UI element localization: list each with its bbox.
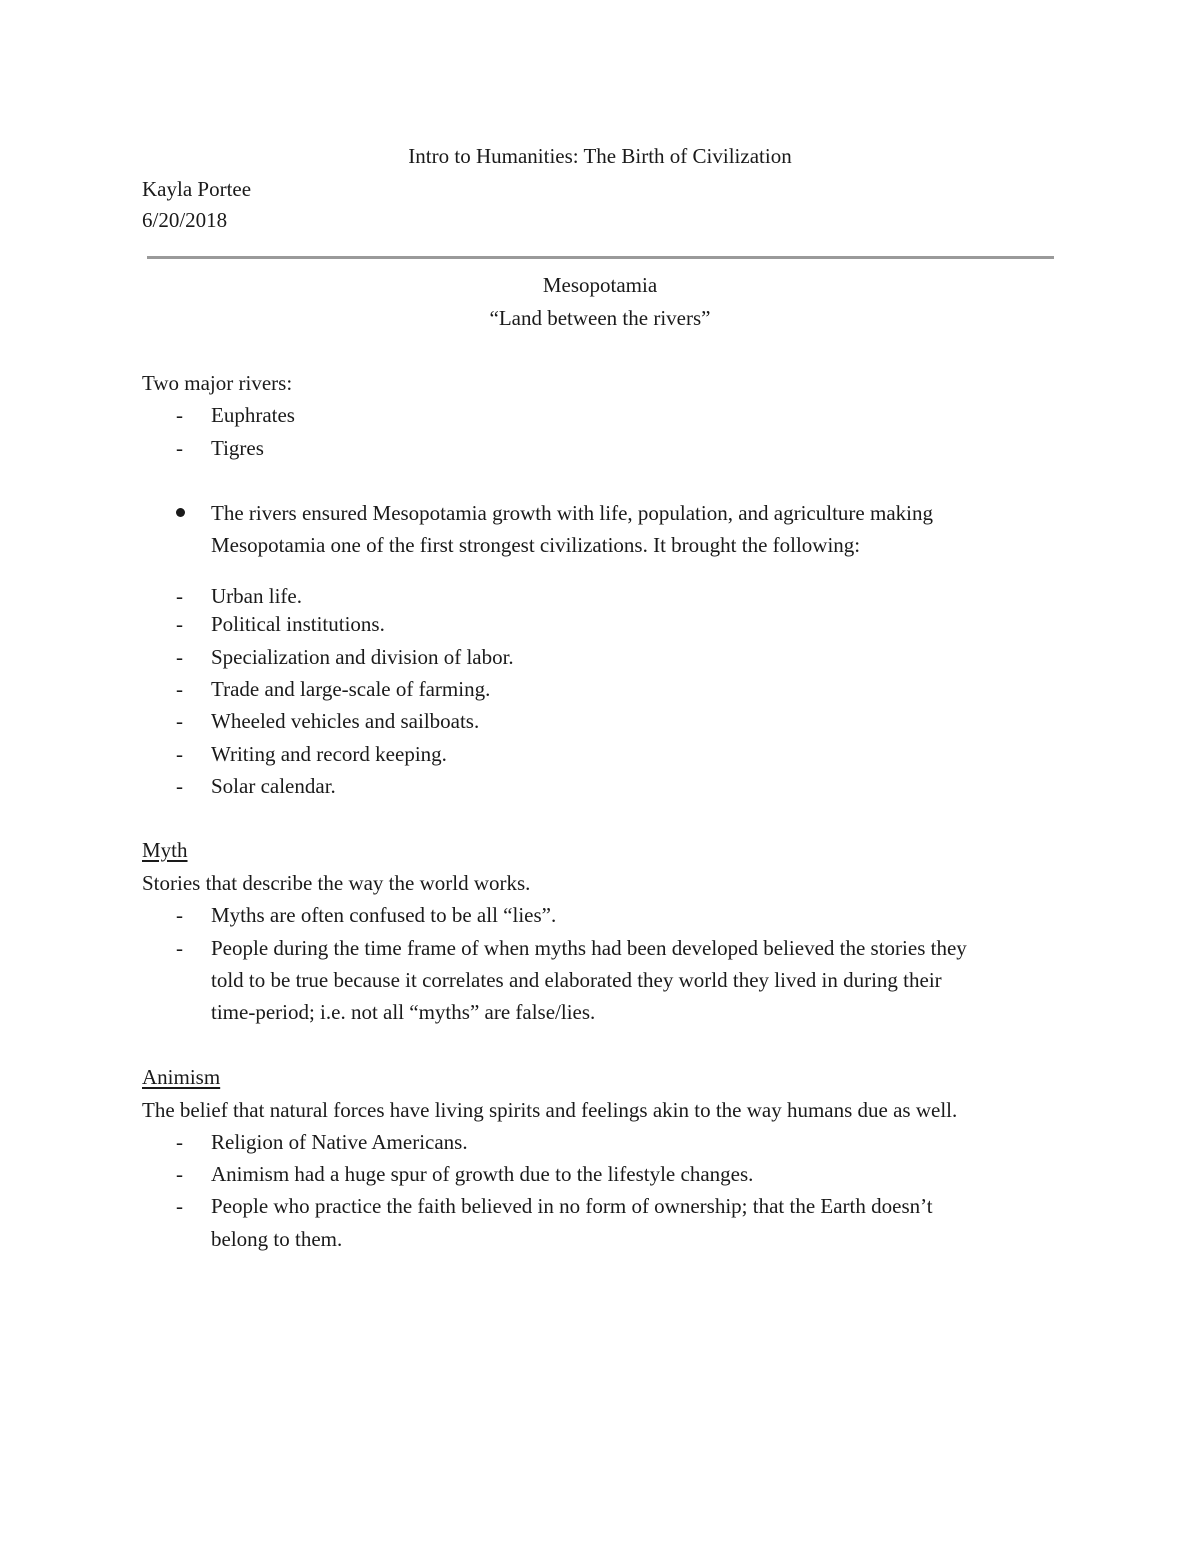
achievement-item: Wheeled vehicles and sailboats.: [211, 709, 480, 733]
myth-item-line: People during the time frame of when myths had been developed believed the stories they: [211, 936, 967, 960]
list-dash: -: [176, 1194, 183, 1218]
river-item: Tigres: [211, 436, 264, 460]
list-dash: -: [176, 903, 183, 927]
bullet-text-line: Mesopotamia one of the first strongest civilizations. It brought the following:: [211, 533, 861, 557]
list-dash: -: [176, 403, 183, 427]
myth-item: Myths are often confused to be all “lies”.: [211, 903, 557, 927]
list-dash: -: [176, 1130, 183, 1154]
myth-item-line: time-period; i.e. not all “myths” are false/lies.: [211, 1000, 596, 1024]
bullet-text-line: The rivers ensured Mesopotamia growth with life, population, and agriculture making: [211, 501, 933, 525]
achievement-item: Trade and large-scale of farming.: [211, 677, 491, 701]
list-dash: -: [176, 645, 183, 669]
myth-item-line: told to be true because it correlates and elaborated they world they lived in during their: [211, 968, 942, 992]
list-dash: -: [176, 436, 183, 460]
animism-item: Religion of Native Americans.: [211, 1130, 468, 1154]
animism-heading: Animism: [142, 1065, 221, 1089]
list-dash: -: [176, 742, 183, 766]
section-title: Mesopotamia: [542, 273, 658, 297]
achievement-item: Solar calendar.: [211, 774, 336, 798]
author-name: Kayla Portee: [142, 177, 252, 201]
animism-item-line: People who practice the faith believed in no form of ownership; that the Earth doesn’t: [211, 1194, 933, 1218]
document-title: Intro to Humanities: The Birth of Civilization: [408, 144, 792, 168]
list-dash: -: [176, 677, 183, 701]
animism-definition: The belief that natural forces have living spirits and feelings akin to the way humans due as well.: [142, 1098, 958, 1122]
list-dash: -: [176, 774, 183, 798]
river-item: Euphrates: [211, 403, 295, 427]
myth-heading: Myth: [142, 838, 188, 862]
animism-item: Animism had a huge spur of growth due to the lifestyle changes.: [211, 1162, 754, 1186]
animism-item-line: belong to them.: [211, 1227, 343, 1251]
list-dash: -: [176, 584, 183, 608]
section-subtitle: “Land between the rivers”: [489, 306, 711, 330]
document-date: 6/20/2018: [142, 208, 228, 232]
achievement-item: Political institutions.: [211, 612, 385, 636]
achievement-item: Specialization and division of labor.: [211, 645, 514, 669]
achievement-item: Writing and record keeping.: [211, 742, 447, 766]
list-dash: -: [176, 1162, 183, 1186]
achievement-item: Urban life.: [211, 584, 302, 608]
rivers-intro: Two major rivers:: [142, 371, 293, 395]
myth-definition: Stories that describe the way the world works.: [142, 871, 531, 895]
list-dash: -: [176, 709, 183, 733]
bullet-icon: [176, 508, 185, 517]
list-dash: -: [176, 936, 183, 960]
list-dash: -: [176, 612, 183, 636]
horizontal-divider: [147, 256, 1054, 259]
